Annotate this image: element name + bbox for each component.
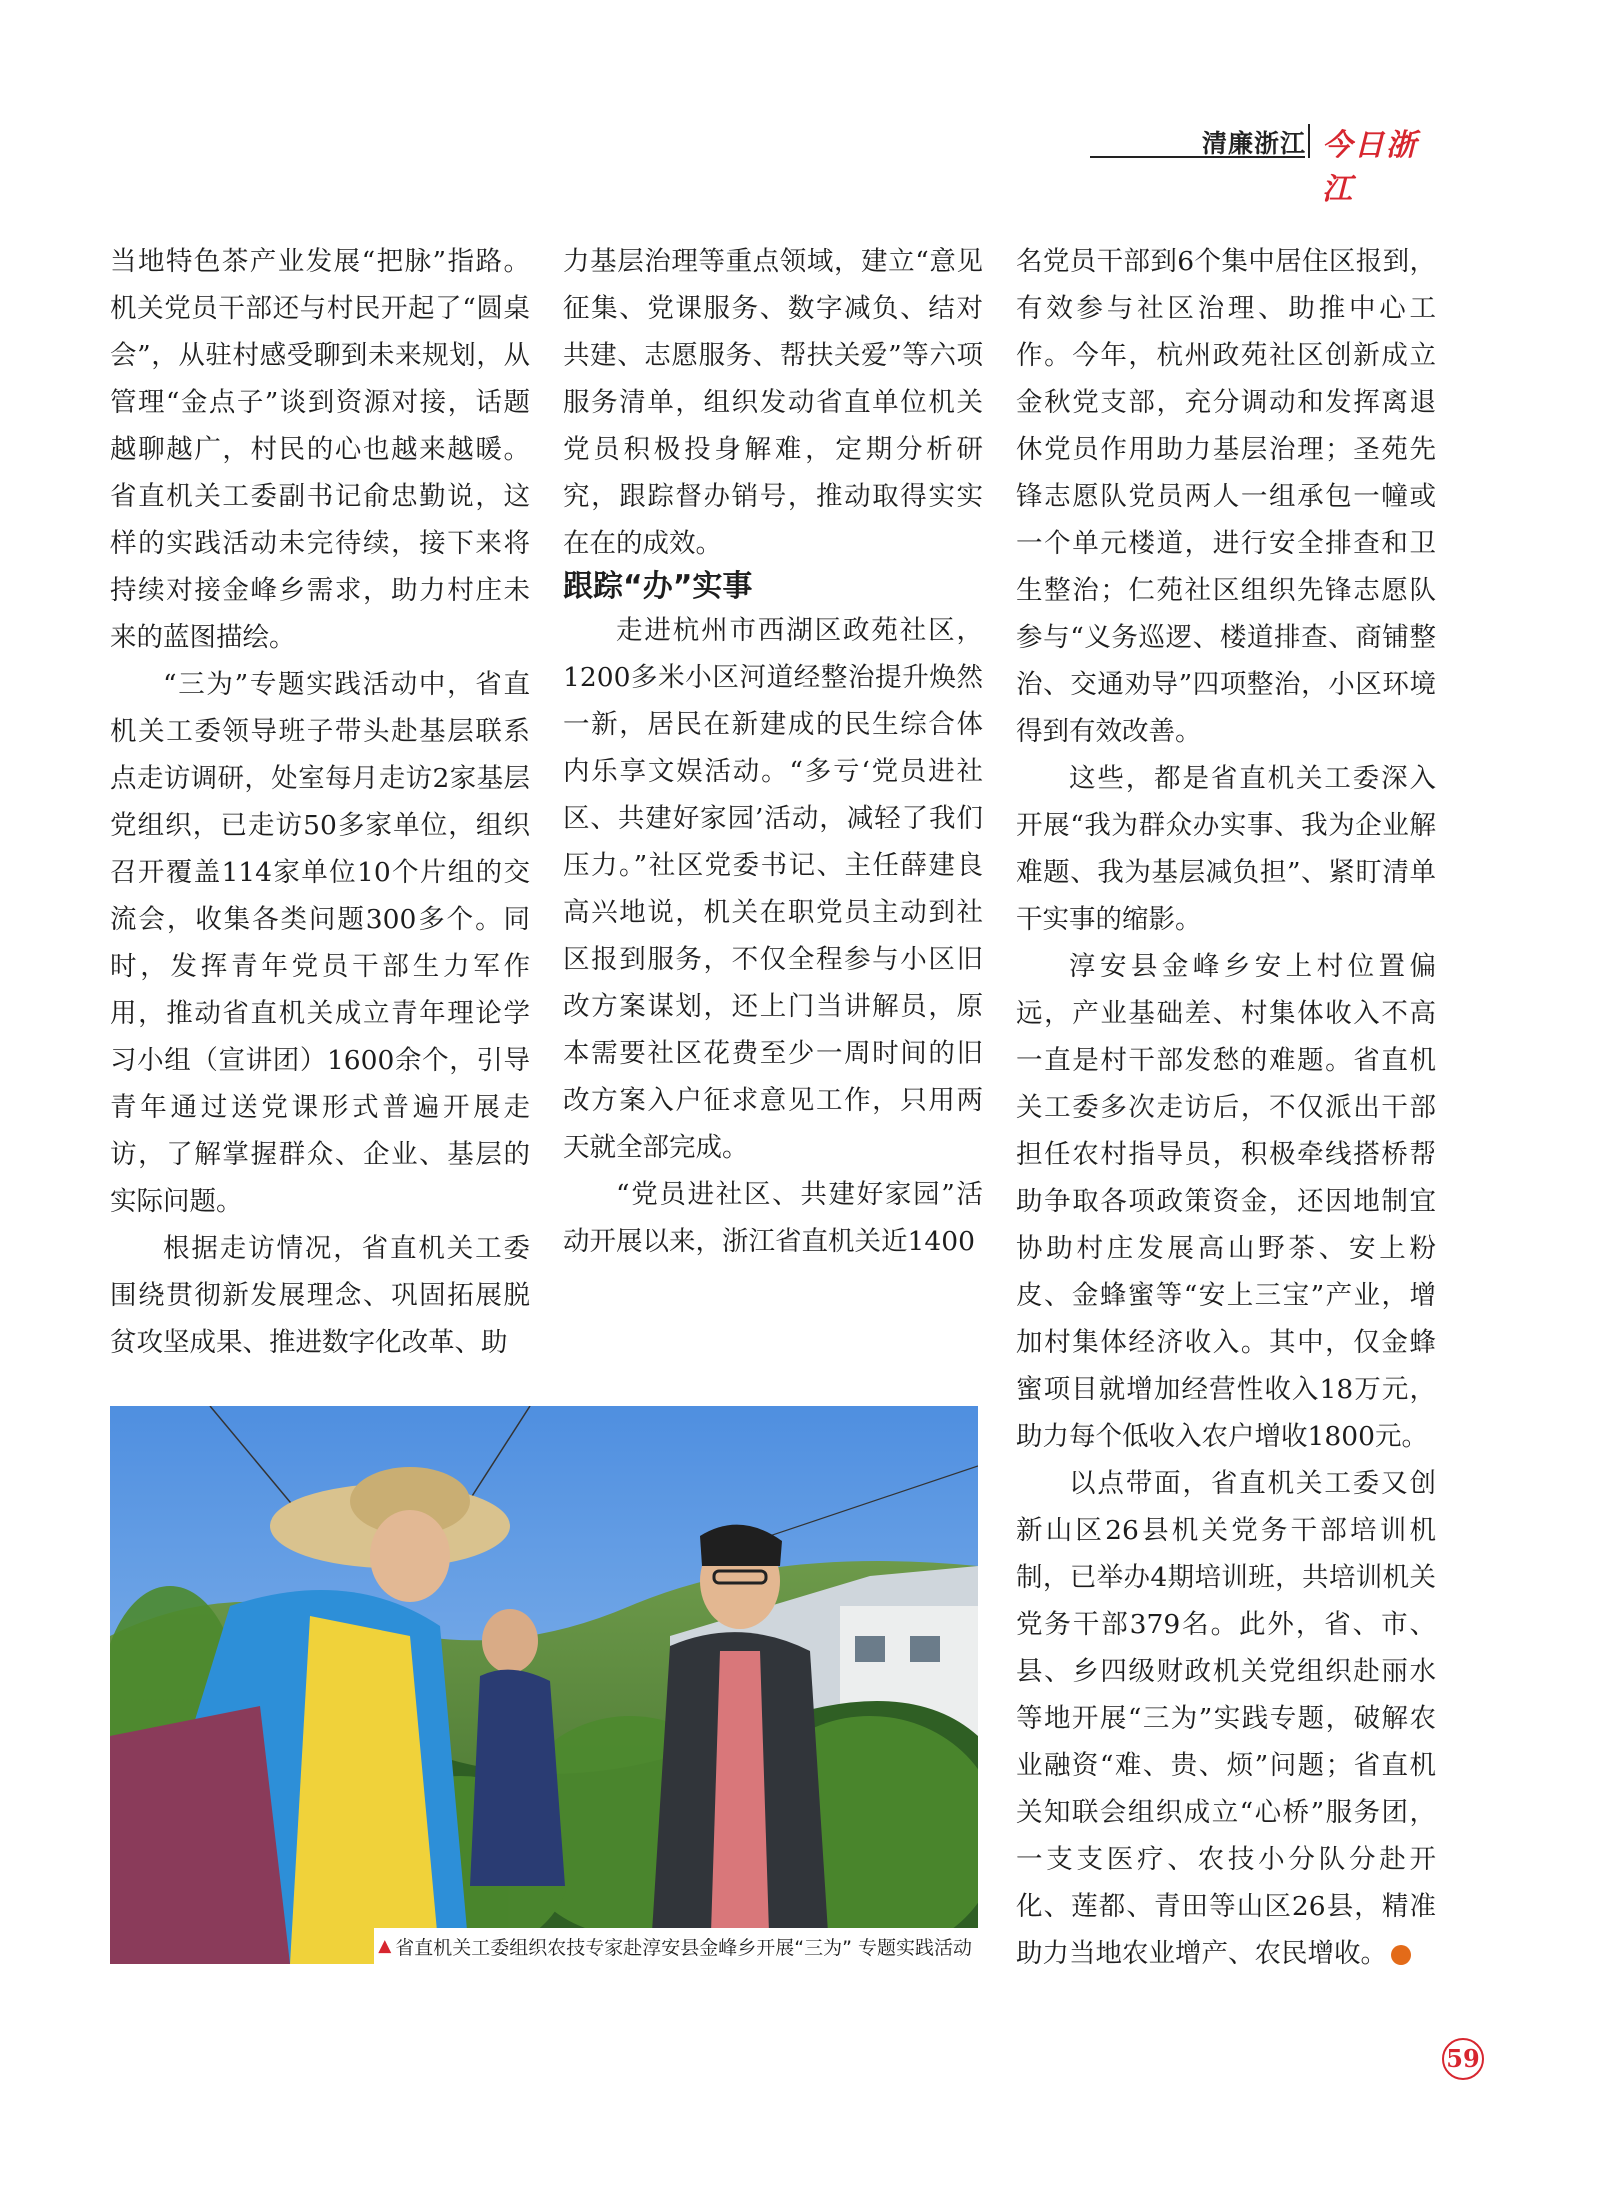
paragraph: “党员进社区、共建好家园”活动开展以来，浙江省直机关近1400 bbox=[563, 1179, 983, 1257]
paragraph: “三为”专题实践活动中，省直机关工委领导班子带头赴基层联系点走访调研，处室每月走访2家基层党组织，已走访50多家单位，组织召开覆盖114家单位10个片组的交流会，收集各类问题300多个。同时，发挥青年党员干部生力军作用，推动省直机关成立青年理论学习小组（宣讲团）1600余个，引导青年通过送党课形式普遍开展走访，了解掌握群众、企业、基层的实际问题。 bbox=[110, 669, 530, 1217]
header-divider bbox=[1308, 124, 1310, 158]
article-column-2 bbox=[563, 238, 983, 1265]
paragraph-text: 以点带面，省直机关工委又创新山区26县机关党务干部培训机制，已举办4期培训班，共培训机关党务干部379名。此外，省、市、县、乡四级财政机关党组织赴丽水等地开展“三为”实践专题，破解农业融资“难、贵、烦”问题；省直机关知联会组织成立“心桥”服务团，一支支医疗、农技小分队分赴开化、莲都、青田等山区26县，精准助力当地农业增产、农民增收。 bbox=[1016, 1468, 1436, 1969]
article-column-1 bbox=[110, 238, 530, 1366]
paragraph: 走进杭州市西湖区政苑社区，1200多米小区河道经整治提升焕然一新，居民在新建成的民生综合体内乐享文娱活动。“多亏‘党员进社区、共建好家园’活动，减轻了我们压力。”社区党委书记、主任薛建良高兴地说，机关在职党员主动到社区报到服务，不仅全程参与小区旧改方案谋划，还上门当讲解员，原本需要社区花费至少一周时间的旧改方案入户征求意见工作，只用两天就全部完成。 bbox=[563, 615, 983, 1163]
paragraph: 根据走访情况，省直机关工委围绕贯彻新发展理念、巩固拓展脱贫攻坚成果、推进数字化改革、助 bbox=[110, 1233, 530, 1358]
paragraph: 这些，都是省直机关工委深入开展“我为群众办实事、我为企业解难题、我为基层减负担”、紧盯清单干实事的缩影。 bbox=[1016, 763, 1436, 935]
paragraph: 淳安县金峰乡安上村位置偏远，产业基础差、村集体收入不高一直是村干部发愁的难题。省直机关工委多次走访后，不仅派出干部担任农村指导员，积极牵线搭桥帮助争取各项政策资金，还因地制宜协助村庄发展高山野茶、安上粉皮、金蜂蜜等“安上三宝”产业，增加村集体经济收入。其中，仅金蜂蜜项目就增加经营性收入18万元，助力每个低收入农户增收1800元。 bbox=[1016, 951, 1436, 1452]
magazine-logo: 今日浙江 bbox=[1322, 128, 1418, 207]
section-name: 清廉浙江 bbox=[1202, 129, 1307, 158]
page-header bbox=[1090, 120, 1442, 207]
caption-text: 省直机关工委组织农技专家赴淳安县金峰乡开展“三为” 专题实践活动 bbox=[395, 1936, 972, 1959]
paragraph: 当地特色茶产业发展“把脉”指路。机关党员干部还与村民开起了“圆桌会”，从驻村感受聊到未来规划，从管理“金点子”谈到资源对接，话题越聊越广，村民的心也越来越暖。省直机关工委副书记俞忠勤说，这样的实践活动未完待续，接下来将持续对接金峰乡需求，助力村庄未来的蓝图描绘。 bbox=[110, 246, 530, 653]
paragraph: 名党员干部到6个集中居住区报到，有效参与社区治理、助推中心工作。今年，杭州政苑社区创新成立金秋党支部，充分调动和发挥离退休党员作用助力基层治理；圣苑先锋志愿队党员两人一组承包一幢或一个单元楼道，进行安全排查和卫生整治；仁苑社区组织先锋志愿队参与“义务巡逻、楼道排查、商铺整治、交通劝导”四项整治，小区环境得到有效改善。 bbox=[1016, 246, 1436, 747]
article-column-3 bbox=[1016, 238, 1454, 1977]
article-end-icon: 今 bbox=[1391, 1945, 1411, 1965]
section-heading: 跟踪“办”实事 bbox=[563, 569, 753, 604]
photo-illustration bbox=[110, 1406, 978, 1964]
photo-caption bbox=[374, 1928, 978, 1964]
paragraph bbox=[1016, 1460, 1454, 1977]
page-number: 59 bbox=[1442, 2038, 1484, 2080]
paragraph: 力基层治理等重点领域，建立“意见征集、党课服务、数字减负、结对共建、志愿服务、帮扶关爱”等六项服务清单，组织发动省直单位机关党员积极投身解难，定期分析研究，跟踪督办销号，推动取得实实在在的成效。 bbox=[563, 246, 983, 559]
caption-triangle-icon: ▲ bbox=[378, 1936, 392, 1956]
article-photo bbox=[110, 1406, 978, 1964]
